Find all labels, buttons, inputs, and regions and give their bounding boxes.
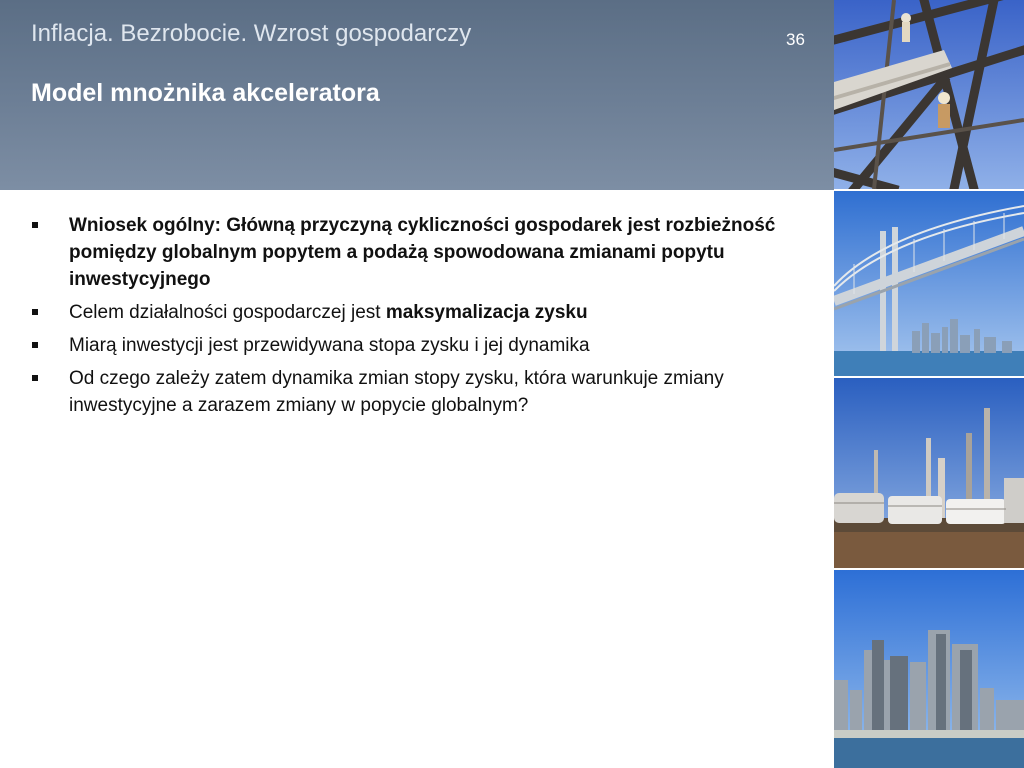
bullet-item bbox=[31, 365, 811, 419]
bullet-marker-icon bbox=[32, 375, 38, 381]
bullet-marker-icon bbox=[32, 342, 38, 348]
bullet-bold-text: maksymalizacja zysku bbox=[385, 302, 588, 323]
construction-workers-steel-beams-icon bbox=[834, 0, 1024, 189]
bullet-text: Miarą inwestycji jest przewidywana stopa zysku i jej dynamika bbox=[69, 335, 590, 356]
industrial-refinery-icon bbox=[834, 378, 1024, 568]
bullet-text: Celem działalności gospodarczej jest bbox=[69, 302, 386, 323]
presentation-subject: Inflacja. Bezrobocie. Wzrost gospodarczy bbox=[31, 20, 472, 47]
bullet-item bbox=[31, 332, 811, 359]
bullet-bold-text: Wniosek ogólny: Główną przyczyną cykliczności gospodarek jest rozbieżność pomiędzy globalnym popytem a podażą spowodowana zmianami popytu inwestycyjnego bbox=[69, 215, 776, 290]
slide-header bbox=[0, 0, 834, 190]
photo-strip bbox=[834, 0, 1024, 768]
suspension-bridge-city-icon bbox=[834, 191, 1024, 376]
slide-number: 36 bbox=[786, 30, 805, 49]
bullet-list bbox=[31, 212, 811, 425]
bullet-item bbox=[31, 212, 811, 293]
bullet-marker-icon bbox=[32, 222, 38, 228]
bullet-marker-icon bbox=[32, 309, 38, 315]
city-skyline-waterfront-icon bbox=[834, 570, 1024, 768]
slide-title: Model mnożnika akceleratora bbox=[31, 79, 380, 107]
bullet-text: Od czego zależy zatem dynamika zmian stopy zysku, która warunkuje zmiany inwestycyjne a zarazem zmiany w popycie globalnym? bbox=[69, 368, 724, 416]
bullet-item bbox=[31, 299, 811, 326]
